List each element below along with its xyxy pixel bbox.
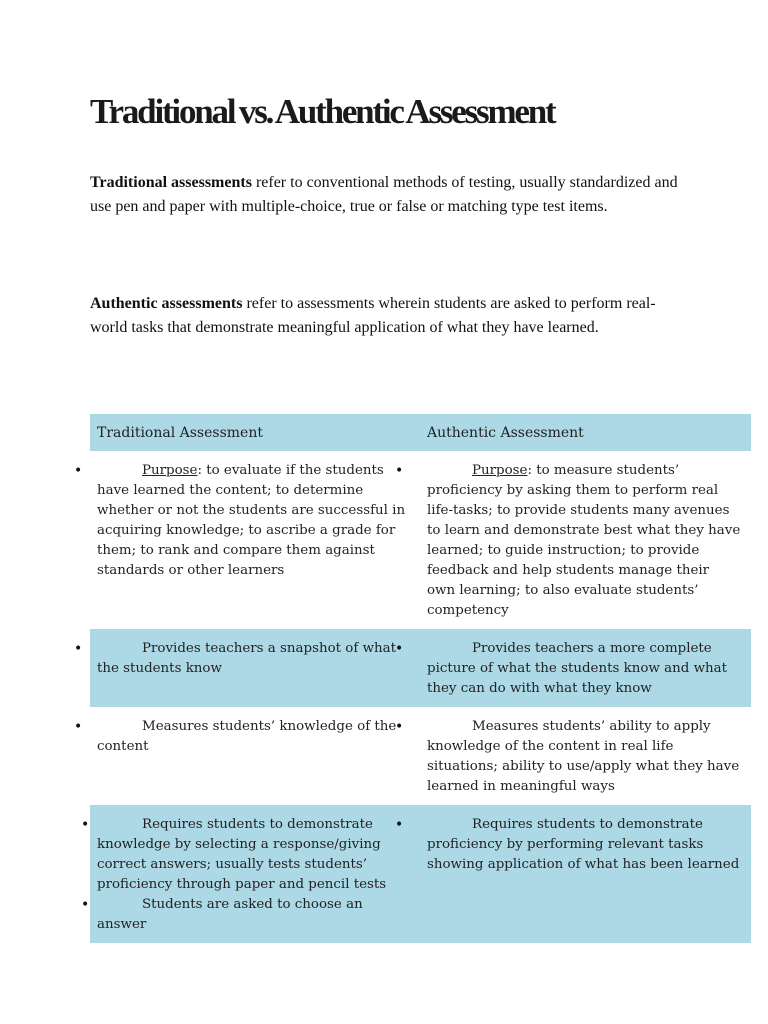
table-header-row bbox=[90, 414, 751, 451]
bullet-icon: • bbox=[395, 719, 404, 735]
header-authentic: Authentic Assessment bbox=[427, 425, 584, 441]
authentic-cell bbox=[395, 451, 751, 629]
header-traditional: Traditional Assessment bbox=[97, 425, 263, 441]
bullet-icon: • bbox=[81, 817, 90, 833]
traditional-cell bbox=[81, 805, 420, 943]
authentic-cell bbox=[395, 805, 751, 943]
bullet-icon: • bbox=[74, 719, 83, 735]
purpose-label: Purpose bbox=[142, 463, 198, 478]
bullet-icon: • bbox=[81, 897, 90, 913]
traditional-cell bbox=[74, 707, 420, 805]
authentic-cell bbox=[395, 707, 751, 805]
traditional-definition-text: refer to conventional methods of testing, usually standardized and use pen and paper with multiple-choice, true or false or matching type test items. bbox=[90, 174, 678, 215]
cell-text: Measures students’ knowledge of the content bbox=[97, 719, 397, 754]
traditional-cell bbox=[74, 629, 420, 707]
authentic-cell bbox=[395, 629, 751, 707]
traditional-cell bbox=[74, 451, 420, 629]
comparison-table bbox=[74, 414, 751, 943]
traditional-definition bbox=[90, 171, 690, 219]
cell-text: Students are asked to choose an answer bbox=[97, 897, 363, 932]
authentic-definition bbox=[90, 292, 680, 340]
page-title: Traditional vs. Authentic Assessment bbox=[90, 92, 555, 131]
purpose-label: Purpose bbox=[472, 463, 528, 478]
cell-text: : to evaluate if the students have learned the content; to determine whether or not the students are successful in acquiring knowledge; to ascribe a grade for them; to rank and compare them against standards or other learners bbox=[97, 463, 406, 578]
bullet-icon: • bbox=[395, 463, 404, 479]
cell-text: Measures students’ ability to apply knowledge of the content in real life situations; ability to use/apply what they have learned in meaningful ways bbox=[427, 719, 740, 794]
bullet-icon: • bbox=[395, 817, 404, 833]
cell-text: Provides teachers a snapshot of what the students know bbox=[97, 641, 397, 676]
cell-text: Provides teachers a more complete picture of what the students know and what they can do with what they know bbox=[427, 641, 728, 696]
bullet-icon: • bbox=[74, 641, 83, 657]
bullet-icon: • bbox=[395, 641, 404, 657]
table-row bbox=[74, 451, 751, 629]
table-row bbox=[81, 805, 751, 943]
table-row bbox=[74, 629, 751, 707]
authentic-term: Authentic assessments bbox=[90, 295, 243, 312]
traditional-term: Traditional assessments bbox=[90, 174, 252, 191]
cell-text: : to measure students’ proficiency by asking them to perform real life-tasks; to provide students many avenues to learn and demonstrate best what they have learned; to guide instruction; to provide feedback and help students manage their own learning; to also evaluate students’ competency bbox=[427, 463, 741, 618]
cell-text: Requires students to demonstrate proficiency by performing relevant tasks showing application of what has been learned bbox=[427, 817, 740, 872]
table-row bbox=[74, 707, 751, 805]
authentic-definition-text: refer to assessments wherein students are asked to perform real-world tasks that demonstrate meaningful application of what they have learned. bbox=[90, 295, 656, 336]
cell-text: Requires students to demonstrate knowledge by selecting a response/giving correct answers; usually tests students’ proficiency through paper and pencil tests bbox=[97, 817, 387, 892]
bullet-icon: • bbox=[74, 463, 83, 479]
